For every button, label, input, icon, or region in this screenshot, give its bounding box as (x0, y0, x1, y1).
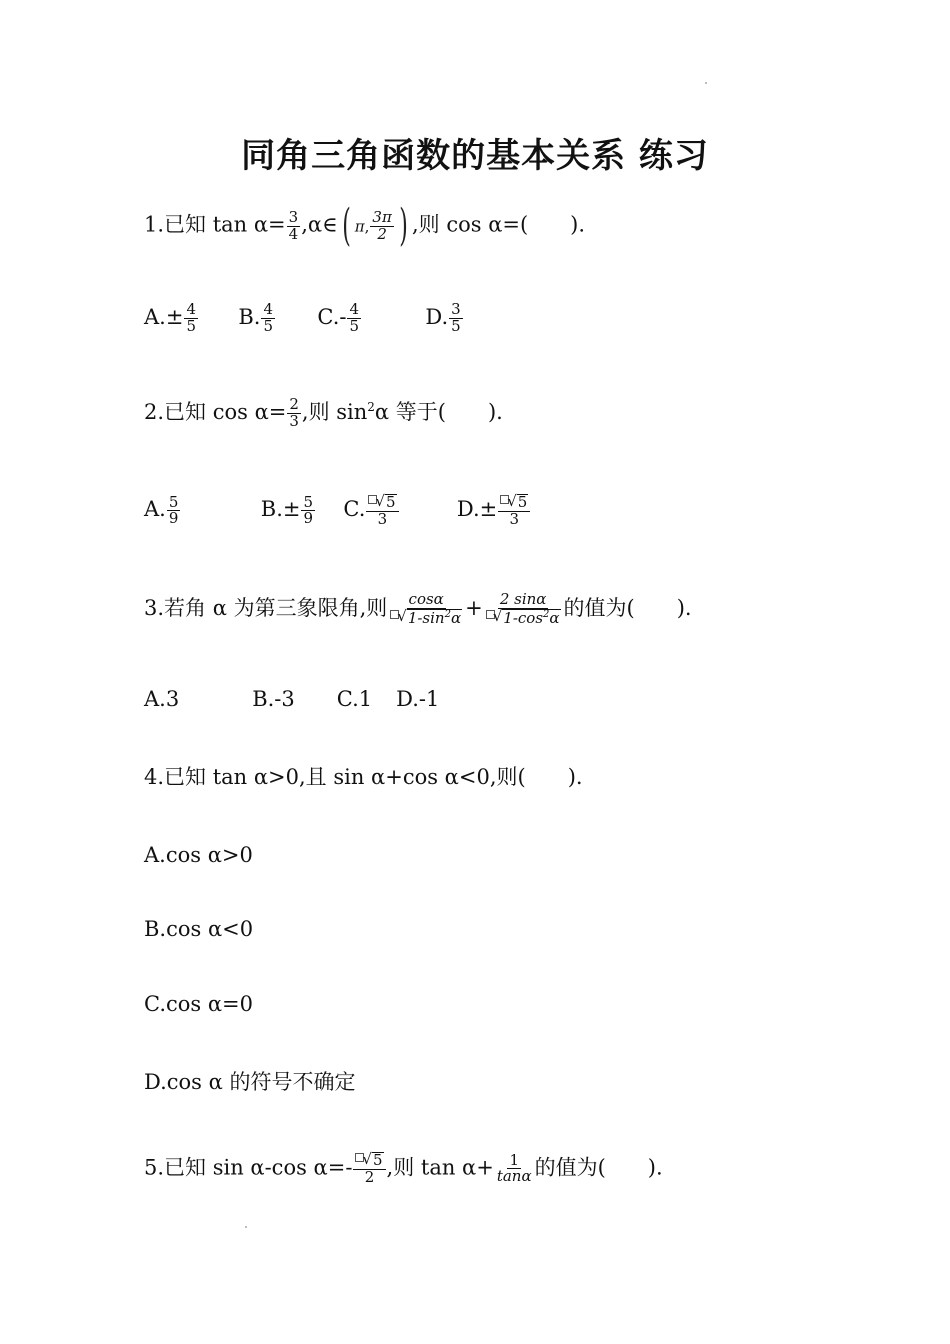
sqrt-icon: √ 5 (362, 1150, 383, 1169)
question-4-stem: 4.已知 tan α>0,且 sin α+cos α<0,则( ). (144, 765, 583, 789)
fraction: 2 sinα √ $1-\cos^2\alpha$ (484, 592, 563, 627)
question-3-stem: 3.若角 α 为第三象限角,则 cosα √ $1-\sin^2\alpha$ + 2 sinα √ $1-\cos^2\alpha$ 的值为( ). (144, 590, 692, 627)
option-a[interactable]: A. $\frac{5}{9}$ (144, 492, 179, 528)
right-paren-icon: ) (399, 200, 408, 251)
sqrt-icon: √ 5 (375, 492, 396, 511)
question-2-options (144, 494, 531, 528)
question-1-options (144, 302, 464, 335)
scan-speck (705, 82, 707, 84)
fraction: $\frac{3\pi}{2}$ (372, 207, 392, 243)
option-a[interactable]: A.± $\frac{4}{5}$ (144, 300, 196, 335)
fraction: $\frac{3}{4}$ (288, 207, 299, 243)
left-paren-icon: ( (341, 200, 351, 251)
question-1-stem: 1.已知 tan α= $\frac{3}{4}$ ,α∈( π, $\frac{3\pi}{2}$ ) ,则 cos α=( ). (144, 200, 586, 251)
option-a[interactable]: A.cos α>0 (144, 843, 253, 867)
sqrt-icon: √ $1-\cos^2\alpha$ (492, 606, 560, 627)
option-c[interactable]: C.cos α=0 (144, 992, 253, 1016)
question-5-stem: 5.已知 sin α-cos α=- √ 5 2 ,则 tan α+ $\frac{1}{\tan\alpha}$ 的值为( ). (144, 1150, 663, 1186)
question-3-options (144, 689, 439, 710)
question-2-stem: 2.已知 cos α= $\frac{2}{3}$ ,则 $\sin^2\alpha$ 等于( ). (144, 395, 503, 430)
option-b[interactable]: B.-3 (252, 687, 295, 711)
scan-speck (245, 1226, 247, 1228)
option-c[interactable]: C.1 (336, 687, 373, 711)
option-b[interactable]: B. $\frac{4}{5}$ (238, 300, 274, 335)
option-a[interactable]: A.3 (144, 687, 180, 711)
fraction: $\frac{1}{\tan\alpha}$ (496, 1150, 532, 1186)
fraction: $\frac{2}{3}$ (289, 395, 299, 430)
option-b[interactable]: B.cos α<0 (144, 917, 254, 941)
fraction: cosα √ $1-\sin^2\alpha$ (388, 592, 464, 627)
option-c[interactable]: C. √ 5 3 (343, 497, 399, 521)
option-d[interactable]: D. $\frac{3}{5}$ (425, 300, 461, 335)
fraction: √ 5 2 (353, 1152, 385, 1186)
sqrt-icon: √ 5 (507, 492, 528, 511)
page-title: 同角三角函数的基本关系 练习 (241, 136, 709, 176)
option-d[interactable]: D.-1 (396, 687, 440, 711)
option-c[interactable]: C.- $\frac{4}{5}$ (317, 300, 360, 335)
sqrt-icon: √ $1-\sin^2\alpha$ (397, 606, 462, 627)
option-d[interactable]: D.± √ 5 3 (457, 497, 531, 521)
option-b[interactable]: B.± $\frac{5}{9}$ (260, 492, 314, 528)
option-d[interactable]: D.cos α 的符号不确定 (144, 1070, 356, 1094)
